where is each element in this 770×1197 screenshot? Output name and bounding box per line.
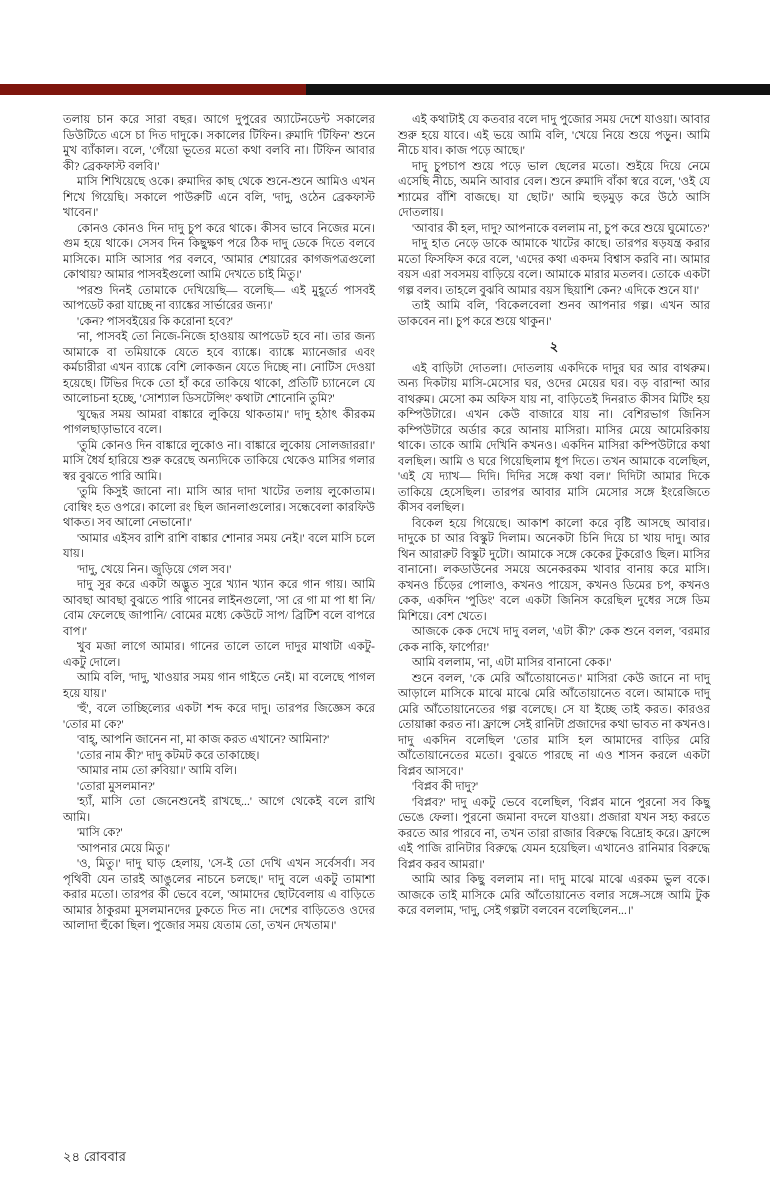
paragraph: আমি বলি, 'দাদু, খাওয়ার সময় গান গাইতে নেই। মা বলেছে পাগল হয়ে যায়।' — [63, 672, 375, 700]
paragraph: শুনে বলল, 'কে মেরি আঁতোয়ানেত।' মাসিরা কেউ জানে না দাদু আড়ালে মাসিকে মাঝে মাঝে মেরি আঁতোয়ানেত বলে। আমাকে দাদু মেরি আঁতোয়ানেতের গল্প বলেছে। সে যা ইচ্ছে তাই করত। কারওর তোয়াক্কা করত না। ফ্রান্সে সেই রানিটা প্রজাদের কথা ভাবত না কখনও। দাদু একদিন বলেছিল 'তোর মাসি হল আমাদের বাড়ির মেরি আঁতোয়ানেতের মতো। বুঝতে পারছে না এও শাসন করলে একটা বিপ্লব আসবে।' — [398, 672, 710, 778]
page-footer: ২৪ রোববার — [63, 1149, 127, 1164]
paragraph: 'ও, মিতু।' দাদু ঘাড় হেলায়, 'সে-ই তো দেখি এখন সর্বেসর্বা। সব পৃথিবী যেন তারই আঙুলের নাচনে চলছে।' দাদু বলে একটু তামাশা করার মতো। তারপর কী ভেবে বলে, 'আমাদের ছোটবেলায় এ বাড়িতে আমার ঠাকুরমা মুসলমানদের ঢুকতে দিত না। দেশের বাড়িতেও ওদের আলাদা হুঁকো ছিল। পুজোর সময় যেতাম তো, তখন দেখতাম।' — [63, 858, 375, 932]
paragraph: আমি আর কিছু বললাম না। দাদু মাঝে মাঝে এরকম ভুল বকে। আজকে তাই মাসিকে মেরি আঁতোয়ানেত বলার সঙ্গে-সঙ্গে আমি টুক করে বললাম, 'দাদু, সেই গল্পটা বলবেন বলেছিলেন...।' — [398, 874, 710, 917]
paragraph: তাই আমি বলি, 'বিকেলবেলা শুনব আপনার গল্প। এখন আর ডাকবেন না। চুপ করে শুয়ে থাকুন।' — [398, 300, 710, 328]
paragraph: 'না, পাসবই তো নিজে-নিজে হাওয়ায় আপডেট হবে না। তার জন্য আমাকে বা তমিয়াকে যেতে হবে ব্যাঙ্কে। ব্যাঙ্কে ম্যানেজার এবং কর্মচারীরা এখন ব্যাঙ্কে বেশি লোকজন যেতে দিচ্ছে না। নোটিস দেওয়া হয়েছে। টিভির দিকে তো হাঁ করে তাকিয়ে থাকো, প্রতিটি চ্যানেলে যে আলোচনা হচ্ছে, 'সোশ্যাল ডিসটেন্সিং' কথাটা শোনোনি তুমি?' — [63, 331, 375, 405]
top-divider-bar — [0, 84, 770, 95]
paragraph: দাদু হাত নেড়ে ডাকে আমাকে খাটের কাছে। তারপর ষড়যন্ত্র করার মতো ফিসফিস করে বলে, 'এদের কথা একদম বিশ্বাস করবি না। আমার বয়স এরা সবসময় বাড়িয়ে বলে। আমাকে মারার মতলব। তোকে একটা গল্প বলব। তাহলে বুঝবি আমার বয়স ছিয়াশি কেন? এদিকে শুনে যা।' — [398, 238, 710, 297]
paragraph: এই কথাটাই যে কতবার বলে দাদু পুজোর সময় দেশে যাওয়া। আবার শুরু হয়ে যাবে। এই ভয়ে আমি বলি, 'খেয়ে নিয়ে শুয়ে পড়ুন। আমি নীচে যাব। কাজ পড়ে আছে।' — [398, 114, 710, 157]
paragraph: 'তুমি কোনও দিন বাঙ্কারে লুকোও না। বাঙ্কারে লুকোয় সোলজাররা।' মাসি ধৈর্য হারিয়ে শুরু করেছে অন্যদিকে তাকিয়ে থেকেও মাসির গলার স্বর বুঝতে পারি আমি। — [63, 439, 375, 483]
paragraph: খুব মজা লাগে আমার। গানের তালে তালে দাদুর মাথাটা একটু-একটু দোলে। — [63, 641, 375, 669]
divider-black-segment — [306, 84, 770, 95]
paragraph: 'আপনার মেয়ে মিতু।' — [77, 842, 170, 855]
paragraph: 'মাসি কে?' — [77, 827, 123, 839]
paragraph: 'আমার নাম তো রুবিয়া।' আমি বলি। — [77, 765, 238, 777]
paragraph: 'পরশু দিনই তোমাকে দেখিয়েছি— বলেছি— এই মুহূর্তে পাসবই আপডেট করা যাচ্ছে না ব্যাঙ্কের সার্ভারের জন্য।' — [63, 284, 375, 312]
paragraph: 'আমার এইসব রাশি রাশি বাঙ্কার শোনার সময় নেই।' বলে মাসি চলে যায়। — [63, 532, 375, 560]
article-body — [63, 113, 711, 935]
paragraph: এই বাড়িটা দোতলা। দোতলায় একদিকে দাদুর ঘর আর বাথরুম। অন্য দিকটায় মাসি-মেসোর ঘর, ওদের মেয়ের ঘর। বড় বারান্দা আর বাথরুম। মেসো কম অফিস যায় না, বাড়িতেই দিনরাত কীসব মিটিং হয় কম্পিউটারে। এখন কেউ বাজারে যায় না। বেশিরভাগ জিনিস কম্পিউটারে অর্ডার করে আনায় মাসিরা। মাসির মেয়ে আমেরিকায় থাকে। তাকে আমি দেখিনি কখনও। একদিন মাসিরা কম্পিউটারে কথা বলছিল। আমি ও ঘরে গিয়েছিলাম ধূপ দিতে। তখন আমাকে বলেছিল, 'এই যে দ্যাখ— দিদি। দিদির সঙ্গে কথা বল।' দিদিটা আমার দিকে তাকিয়ে হেসেছিল। তারপর আবার মাসি মেসোর সঙ্গে ইংরেজিতে কীসব বলছিল। — [398, 362, 710, 514]
paragraph: 'দাদু, খেয়ে নিন। জুড়িয়ে গেল সব।' — [77, 563, 232, 576]
paragraph: দাদু চুপচাপ শুয়ে পড়ে ভাল ছেলের মতো। শুইয়ে দিয়ে নেমে এসেছি নীচে, অমনি আবার বেল। শুনে রুমাদি বাঁকা স্বরে বলে, 'ওই যে শ্যামের বাঁশি বাজছে। যা ছোট।' আমি হুড়মুড় করে উঠে আসি দোতলায়। — [398, 160, 710, 219]
paragraph: বিকেল হয়ে গিয়েছে। আকাশ কালো করে বৃষ্টি আসছে আবার। দাদুকে চা আর বিস্কুট দিলাম। অনেকটা চিনি দিয়ে চা খায় দাদু। আর থিন আরারুট বিস্কুট দুটো। আমাকে সঙ্গে কেকের টুকরোও ছিল। মাসির বানানো। লকডাউনের সময়ে অনেকরকম খাবার বানায় করে মাসি। কখনও চিঁড়ের পোলাও, কখনও পায়েস, কখনও ডিমের চপ, কখনও কেক, একদিন 'পুডিং' বলে একটা জিনিস করেছিল দুধের সঙ্গে ডিম মিশিয়ে। বেশ খেতে। — [398, 517, 710, 623]
paragraph: মাসি শিখিয়েছে ওকে। রুমাদির কাছ থেকে শুনে-শুনে আমিও এখন শিখে গিয়েছি। সকালে পাউরুটি এনে বলি, 'দাদু, ওঠেন ব্রেকফাস্ট খাবেন।' — [63, 176, 375, 219]
divider-red-segment — [0, 84, 306, 95]
paragraph: 'বাহ্, আপনি জানেন না, মা কাজ করত এখানে? আমিনা?' — [77, 734, 330, 746]
paragraph: 'তুমি কিসুই জানো না। মাসি আর দাদা খাটের তলায় লুকোতাম। বোম্বিং হত ওপরে। কালো রং ছিল জানলাগুলোর। সন্ধেবেলা কারফিউ থাকত। সব আলো নেভানো।' — [63, 486, 375, 529]
paragraph: 'হ্যাঁ, মাসি তো জেনেশুনেই রাখছে...' আগে থেকেই বলে রাখি আমি। — [63, 796, 375, 824]
left-column — [63, 113, 375, 935]
right-column-bottom — [398, 362, 710, 920]
paragraph: 'তোর নাম কী?' দাদু কটমট করে তাকাচ্ছে। — [77, 749, 260, 762]
paragraph: 'বিপ্লব?' দাদু একটু ভেবে বলেছিল, 'বিপ্লব মানে পুরনো সব কিছু ভেঙে ফেলা। পুরনো জমানা বদলে যাওয়া। প্রজারা যখন সহ্য করতে করতে আর পারবে না, তখন তারা রাজার বিরুদ্ধে বিদ্রোহ করে। ফ্রান্সে এই পাজি রানিটার বিরুদ্ধে যেমন হয়েছিল। এখানেও রানিমার বিরুদ্ধে বিপ্লব করব আমরা।' — [398, 796, 710, 871]
section-number: ২ — [549, 339, 559, 354]
paragraph: কোনও কোনও দিন দাদু চুপ করে থাকে। কীসব ভাবে নিজের মনে। গুম হয়ে থাকে। সেসব দিন কিছুক্ষণ পরে ঠিক দাদু ডেকে দিতে বলবে মাসিকে। মাসি আসার পর বলবে, 'আমার শেয়ারের কাগজপত্রগুলো কোথায়? আমার পাসবইগুলো আমি দেখতে চাই মিতু।' — [63, 222, 375, 281]
paragraph: আজকে কেক দেখে দাদু বলল, 'এটা কী?' কেক শুনে বলল, 'বরমার কেক নাকি, ফার্পোর!' — [398, 626, 710, 654]
paragraph: 'হুঁ', বলে তাচ্ছিল্যের একটা শব্দ করে দাদু। তারপর জিজ্ঞেস করে 'তোর মা কে?' — [63, 703, 375, 731]
paragraph: 'তোরা মুসলমান?' — [77, 780, 155, 793]
paragraph: 'বিপ্লব কী দাদু?' — [412, 781, 479, 793]
paragraph: 'কেন? পাসবইয়ের কি করোনা হবে?' — [77, 315, 233, 328]
right-column — [398, 113, 710, 935]
paragraph: 'যুদ্ধের সময় আমরা বাঙ্কারে লুকিয়ে থাকতাম।' দাদু হঠাৎ কীরকম পাগলছাড়াভাবে বলে। — [63, 408, 375, 436]
right-column-top — [398, 113, 710, 330]
paragraph: আমি বললাম, 'না, এটা মাসির বানানো কেক।' — [412, 657, 612, 669]
paragraph: তলায় চান করে সারা বছর। আগে দুপুরের অ্যাটেনডেন্ট সকালের ডিউটিতে এসে চা দিত দাদুকে। সকালের টিফিন। রুমাদি 'টিফিন' শুনে মুখ ব্যাঁকাল। বলে, 'গেঁয়ো ভূতের মতো কথা বলবি না। টিফিন আবার কী? ব্রেকফাস্ট বলবি।' — [63, 114, 375, 173]
paragraph: দাদু সুর করে একটা অদ্ভুত সুরে খ্যান খ্যান করে গান গায়। আমি আবছা আবছা বুঝতে পারি গানের লাইনগুলো, 'সা রে গা মা পা ধা নি/ বোম ফেলেছে জাপানি/ বোমের মধ্যে কেউটে সাপ/ ব্রিটিশ বলে বাপরে বাপ।' — [63, 579, 375, 638]
paragraph: 'আবার কী হল, দাদু? আপনাকে বললাম না, চুপ করে শুয়ে ঘুমোতে?' — [412, 222, 710, 235]
